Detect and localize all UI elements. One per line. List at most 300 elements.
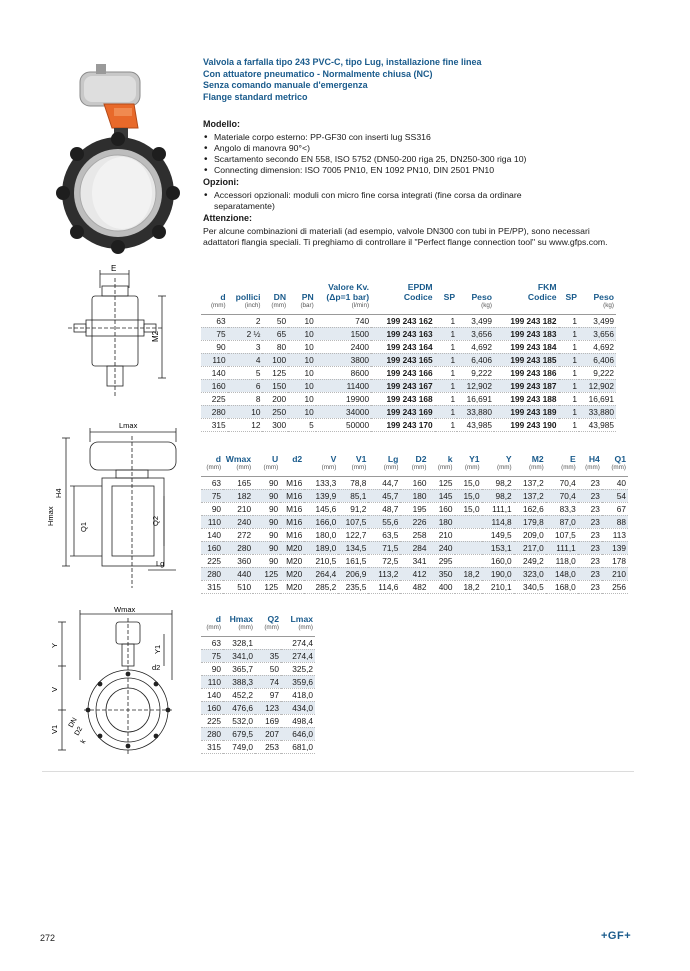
table-header-row: [201, 282, 616, 302]
table-cell: 315: [201, 418, 228, 431]
table-cell: 199 243 162: [371, 314, 435, 327]
table-cell: 18,2: [455, 580, 482, 593]
col-header: DN: [273, 292, 287, 302]
table-cell: 160: [428, 502, 454, 515]
table-cell: 23: [578, 580, 602, 593]
table-cell: 160,0: [482, 554, 514, 567]
table-cell: 98,2: [482, 489, 514, 502]
table-cell: [455, 541, 482, 554]
table-cell: 6,406: [579, 353, 616, 366]
table-cell: M20: [280, 580, 304, 593]
table-cell: 43,985: [579, 418, 616, 431]
table-cell: 139,9: [304, 489, 338, 502]
options-heading: Opzioni:: [203, 177, 239, 187]
table-cell: 83,3: [546, 502, 578, 515]
drawing-side-view: [62, 258, 182, 408]
table-cell: 90: [201, 340, 228, 353]
col-unit: [435, 302, 458, 314]
table-cell: 78,8: [338, 476, 368, 489]
drawing-flange-view: [44, 604, 194, 764]
col-unit: (l/min): [316, 302, 371, 314]
gf-logo: +GF+: [601, 930, 632, 942]
table-cell: 360: [223, 554, 253, 567]
title-line-1: Valvola a farfalla tipo 243 PVC-C, tipo Lug, installazione fine linea: [203, 57, 482, 67]
table-cell: 206,9: [338, 567, 368, 580]
table-cell: M16: [280, 528, 304, 541]
table-cell: 150: [262, 379, 288, 392]
table-row: [201, 727, 315, 740]
col-header: Y1: [469, 454, 480, 464]
col-header: M2: [531, 454, 544, 464]
table-row: [201, 636, 315, 649]
table-cell: 111,1: [546, 541, 578, 554]
page-number: 272: [40, 933, 56, 943]
col-header: Hmax: [229, 614, 253, 624]
table-cell: 315: [201, 580, 223, 593]
table-cell: 8600: [316, 366, 371, 379]
table-cell: 149,5: [482, 528, 514, 541]
table-cell: 55,6: [368, 515, 400, 528]
table-cell: [455, 528, 482, 541]
table-cell: 1: [435, 340, 458, 353]
table-cell: 11400: [316, 379, 371, 392]
table-cell: 210: [428, 528, 454, 541]
table-cell: 90: [253, 476, 280, 489]
table-dimensions: [201, 454, 628, 594]
attention-text: Per alcune combinazioni di materiali (ad esempio, valvole DN300 con tubi in PE/PP), sono necessari adattatori flangia speciali. Ti preghiamo di controllare il "Perfect flange connection tool" su www.gfps.com.: [203, 226, 608, 247]
col-header: pollici: [235, 292, 261, 302]
table-cell: 12: [228, 418, 263, 431]
col-unit: [371, 302, 435, 314]
table-cell: 284: [400, 541, 428, 554]
table-cell: 9,222: [457, 366, 494, 379]
table-cell: 65: [262, 327, 288, 340]
table-cell: M20: [280, 567, 304, 580]
table-cell: 179,8: [514, 515, 546, 528]
table-cell: 85,1: [338, 489, 368, 502]
table-cell: 3,499: [579, 314, 616, 327]
table-cell: 10: [288, 353, 316, 366]
table-cell: 189,0: [304, 541, 338, 554]
table-cell: 23: [578, 528, 602, 541]
table-cell: 107,5: [546, 528, 578, 541]
table-cell: 137,2: [514, 476, 546, 489]
table-cell: 114,6: [368, 580, 400, 593]
label-hmax: Hmax: [46, 506, 55, 526]
table-cell: 160: [201, 541, 223, 554]
col-header: Q2: [267, 614, 279, 624]
table-cell: 23: [578, 502, 602, 515]
label-v: V: [50, 686, 59, 692]
table-cell: 48,7: [368, 502, 400, 515]
table-cell: M20: [280, 554, 304, 567]
label-wmax: Wmax: [114, 605, 136, 614]
table-cell: 75: [201, 649, 223, 662]
table-cell: 23: [578, 476, 602, 489]
table-cell: 90: [201, 662, 223, 675]
table-header-row: [201, 614, 315, 624]
table-cell: 1: [435, 327, 458, 340]
table-cell: 1: [559, 340, 579, 353]
table-cell: 388,3: [223, 675, 255, 688]
table-cell: 199 243 167: [371, 379, 435, 392]
table-units-row: [201, 624, 315, 636]
table-row: [201, 567, 628, 580]
table-cell: 23: [578, 515, 602, 528]
table-cell: 125: [253, 580, 280, 593]
table-cell: 23: [578, 541, 602, 554]
table-cell: 15,0: [455, 476, 482, 489]
table-cell: 195: [400, 502, 428, 515]
table-cell: 180,0: [304, 528, 338, 541]
table-cell: 280: [223, 541, 253, 554]
col-unit: (mm): [255, 624, 281, 636]
label-y1: Y1: [153, 644, 162, 654]
table-cell: 434,0: [281, 701, 315, 714]
table-cell: 91,2: [338, 502, 368, 515]
label-e: E: [111, 264, 117, 273]
table-cell: 2 ½: [228, 327, 263, 340]
table-row: [201, 649, 315, 662]
label-lmax: Lmax: [119, 421, 138, 430]
table-cell: M16: [280, 476, 304, 489]
table-cell: 199 243 165: [371, 353, 435, 366]
table-units-row: [201, 302, 616, 314]
table-row: [201, 528, 628, 541]
col-unit: (kg): [579, 302, 616, 314]
table-cell: 210: [223, 502, 253, 515]
table-cell: 67: [602, 502, 628, 515]
table-cell: 2400: [316, 340, 371, 353]
col-unit: (mm): [262, 302, 288, 314]
table-cell: 43,985: [457, 418, 494, 431]
table-cell: 97: [255, 688, 281, 701]
table-cell: 3800: [316, 353, 371, 366]
title-line-3: Senza comando manuale d'emergenza: [203, 80, 368, 90]
col-unit: (mm): [400, 464, 428, 476]
table-cell: 476,6: [223, 701, 255, 714]
table-row: [201, 662, 315, 675]
table-cell: 54: [602, 489, 628, 502]
table-cell: 199 243 169: [371, 405, 435, 418]
table-cell: 226: [400, 515, 428, 528]
table-cell: 140: [201, 528, 223, 541]
table-cell: 35: [255, 649, 281, 662]
table-cell: 1: [435, 314, 458, 327]
model-bullet-3: • Scartamento secondo EN 558, ISO 5752 (DN50-200 riga 25, DN250-300 riga 10): [203, 154, 643, 165]
table-cell: 10: [228, 405, 263, 418]
col-unit: (mm): [602, 464, 628, 476]
col-header: SP: [565, 292, 578, 302]
table-cell: 110: [201, 353, 228, 366]
col-header: Peso: [471, 292, 492, 302]
col-unit: (mm): [338, 464, 368, 476]
table-cell: 740: [316, 314, 371, 327]
table-cell: 182: [223, 489, 253, 502]
table-cell: 207: [255, 727, 281, 740]
table-cell: 80: [262, 340, 288, 353]
table-cell: 199 243 170: [371, 418, 435, 431]
col-unit: (mm): [428, 464, 454, 476]
table-cell: 199 243 184: [494, 340, 559, 353]
table-row: [201, 580, 628, 593]
table-cell: 1: [559, 353, 579, 366]
table-cell: 209,0: [514, 528, 546, 541]
table-cell: 90: [201, 502, 223, 515]
table-cell: 10: [288, 366, 316, 379]
table-cell: 33,880: [579, 405, 616, 418]
table-cell: 199 243 183: [494, 327, 559, 340]
table-row: [201, 366, 616, 379]
table-cell: 681,0: [281, 740, 315, 753]
table-cell: 6,406: [457, 353, 494, 366]
col-unit: [559, 302, 579, 314]
table-cell: 412: [400, 567, 428, 580]
table-cell: 280: [201, 405, 228, 418]
col-header: PN: [301, 292, 314, 302]
table-cell: 50: [255, 662, 281, 675]
table-cell: 225: [201, 392, 228, 405]
table-cell: 40: [602, 476, 628, 489]
table-row: [201, 675, 315, 688]
table-cell: 240: [223, 515, 253, 528]
table-cell: 15,0: [455, 502, 482, 515]
table-cell: 400: [428, 580, 454, 593]
table-cell: 125: [428, 476, 454, 489]
label-m2: M2: [151, 330, 160, 342]
table-cell: 63: [201, 314, 228, 327]
table-cell: 1: [559, 314, 579, 327]
table-cell: 1: [559, 392, 579, 405]
table-cell: 122,7: [338, 528, 368, 541]
table-cell: 140: [201, 688, 223, 701]
table-cell: 1: [435, 418, 458, 431]
label-d2-big: D2: [73, 725, 85, 737]
table-cell: 452,2: [223, 688, 255, 701]
label-v1: V1: [50, 724, 59, 734]
col-unit: (bar): [288, 302, 316, 314]
table-cell: 498,4: [281, 714, 315, 727]
table-cell: 210,5: [304, 554, 338, 567]
col-unit: (kg): [457, 302, 494, 314]
table-cell: 200: [262, 392, 288, 405]
table-cell: 532,0: [223, 714, 255, 727]
table-row: [201, 489, 628, 502]
table-cell: 161,5: [338, 554, 368, 567]
table-cell: 110: [201, 675, 223, 688]
table-cell: 8: [228, 392, 263, 405]
table-cell: 199 243 168: [371, 392, 435, 405]
col-header: EPDM Codice: [403, 282, 433, 302]
table-header-row: [201, 454, 628, 464]
col-header: k: [447, 454, 453, 464]
table-cell: 1: [435, 392, 458, 405]
table-cell: 280: [201, 567, 223, 580]
table-cell: 70,4: [546, 476, 578, 489]
table-cell: 225: [201, 714, 223, 727]
table-cell: 4,692: [579, 340, 616, 353]
table-cell: 44,7: [368, 476, 400, 489]
col-header: Wmax: [225, 454, 252, 464]
table-cell: 315: [201, 740, 223, 753]
table-cell: 199 243 189: [494, 405, 559, 418]
table-cell: 12,902: [457, 379, 494, 392]
table-cell: 300: [262, 418, 288, 431]
table-cell: 323,0: [514, 567, 546, 580]
table-cell: 113,2: [368, 567, 400, 580]
table-cell: 12,902: [579, 379, 616, 392]
model-bullet-2: • Angolo di manovra 90°<): [203, 143, 643, 154]
table-cell: 180: [428, 515, 454, 528]
table-order-codes: [201, 282, 616, 432]
header-block: [203, 57, 643, 248]
table-row: [201, 701, 315, 714]
table-cell: 100: [262, 353, 288, 366]
table-row: [201, 476, 628, 489]
table-cell: 365,7: [223, 662, 255, 675]
options-bullet-1: • Accessori opzionali: moduli con micro fine corsa integrati (fine corsa da ordinare separatamente): [203, 190, 583, 212]
table-row: [201, 392, 616, 405]
table-cell: 1: [435, 366, 458, 379]
table-cell: 4,692: [457, 340, 494, 353]
table-cell: [255, 636, 281, 649]
col-unit: (mm): [368, 464, 400, 476]
table-cell: 90: [253, 515, 280, 528]
table-cell: 210: [602, 567, 628, 580]
table-cell: 10: [288, 379, 316, 392]
col-header: Y: [505, 454, 512, 464]
table-cell: 178: [602, 554, 628, 567]
table-cell: 63: [201, 636, 223, 649]
table-cell: 274,4: [281, 649, 315, 662]
drawing-front-view: [44, 420, 194, 600]
table-cell: 5: [288, 418, 316, 431]
table-cell: 240: [428, 541, 454, 554]
table-cell: 113: [602, 528, 628, 541]
model-heading: Modello:: [203, 119, 240, 129]
table-cell: 235,5: [338, 580, 368, 593]
table-cell: 63: [201, 476, 223, 489]
table-cell: 98,2: [482, 476, 514, 489]
table-cell: 199 243 185: [494, 353, 559, 366]
table-cell: 10: [288, 392, 316, 405]
table-cell: 264,4: [304, 567, 338, 580]
table-cell: 295: [428, 554, 454, 567]
table-cell: 418,0: [281, 688, 315, 701]
table-cell: 160: [201, 701, 223, 714]
table-row: [201, 418, 616, 431]
table-cell: 16,691: [457, 392, 494, 405]
col-unit: (mm): [455, 464, 482, 476]
table-cell: 139: [602, 541, 628, 554]
col-header: D2: [415, 454, 427, 464]
col-unit: (mm): [201, 302, 228, 314]
table-cell: 180: [400, 489, 428, 502]
table-cell: 6: [228, 379, 263, 392]
table-cell: 153,1: [482, 541, 514, 554]
table-cell: M20: [280, 541, 304, 554]
table-cell: 1: [559, 327, 579, 340]
table-cell: 10: [288, 314, 316, 327]
table-cell: 1: [435, 379, 458, 392]
table-cell: 75: [201, 489, 223, 502]
col-header: SP: [443, 292, 456, 302]
title-line-2: Con attuatore pneumatico - Normalmente chiusa (NC): [203, 68, 433, 79]
col-unit: (mm): [482, 464, 514, 476]
table-cell: 285,2: [304, 580, 338, 593]
table-cell: 168,0: [546, 580, 578, 593]
col-unit: (mm): [223, 624, 255, 636]
col-header: Lg: [387, 454, 399, 464]
model-bullet-1: • Materiale corpo esterno: PP-GF30 con inserti lug SS316: [203, 132, 643, 143]
col-header: V: [330, 454, 337, 464]
table-cell: 217,0: [514, 541, 546, 554]
table-cell: 23: [578, 554, 602, 567]
valve-product-photo: [30, 58, 200, 258]
table-cell: 350: [428, 567, 454, 580]
table-cell: 199 243 188: [494, 392, 559, 405]
table-cell: 74: [255, 675, 281, 688]
table-cell: 1500: [316, 327, 371, 340]
table-cell: 1: [435, 353, 458, 366]
table-cell: 340,5: [514, 580, 546, 593]
table-cell: M16: [280, 489, 304, 502]
col-unit: [280, 464, 304, 476]
table-row: [201, 714, 315, 727]
table-cell: 145,6: [304, 502, 338, 515]
col-header: Lmax: [290, 614, 313, 624]
table-cell: 15,0: [455, 489, 482, 502]
col-unit: (mm): [253, 464, 280, 476]
col-unit: (mm): [223, 464, 253, 476]
table-cell: 162,6: [514, 502, 546, 515]
table-cell: 140: [201, 366, 228, 379]
table-cell: 274,4: [281, 636, 315, 649]
table-row: [201, 353, 616, 366]
col-header: FKM Codice: [527, 282, 557, 302]
table-row: [201, 515, 628, 528]
table-cell: 1: [435, 405, 458, 418]
table-row: [201, 541, 628, 554]
attention-heading: Attenzione:: [203, 213, 252, 223]
table-cell: 50000: [316, 418, 371, 431]
table-cell: 18,2: [455, 567, 482, 580]
table-cell: 325,2: [281, 662, 315, 675]
table-cell: 107,5: [338, 515, 368, 528]
table-row: [201, 554, 628, 567]
col-unit: (mm): [514, 464, 546, 476]
col-header: d: [220, 292, 226, 302]
table-row: [201, 405, 616, 418]
table-cell: 440: [223, 567, 253, 580]
col-header: d: [215, 454, 222, 464]
col-header: d2: [292, 454, 303, 464]
table-row: [201, 314, 616, 327]
table-cell: 169: [255, 714, 281, 727]
table-cell: 341: [400, 554, 428, 567]
table-cell: 359,6: [281, 675, 315, 688]
col-header: Q1: [614, 454, 626, 464]
table-cell: 9,222: [579, 366, 616, 379]
table-cell: 23: [578, 489, 602, 502]
table-cell: 118,0: [546, 554, 578, 567]
col-unit: (mm): [201, 464, 223, 476]
table-cell: 123: [255, 701, 281, 714]
table-cell: 1: [559, 366, 579, 379]
table-cell: 72,5: [368, 554, 400, 567]
table-cell: 90: [253, 489, 280, 502]
label-lg: Lg: [156, 559, 165, 568]
